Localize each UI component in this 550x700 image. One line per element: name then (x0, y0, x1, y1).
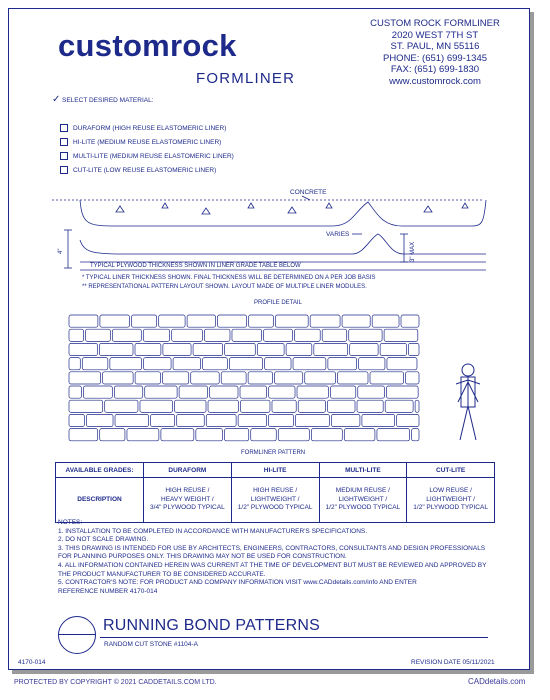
stone-block (69, 329, 84, 341)
formliner-pattern-caption: FORMLINER PATTERN (241, 450, 306, 456)
detail-bubble-icon (58, 616, 96, 654)
stone-block (327, 400, 355, 412)
checkbox-icon[interactable] (60, 152, 68, 160)
stone-block (305, 372, 336, 384)
material-option-label: MULTI-LITE (MEDIUM REUSE ELASTOMERIC LINER) (73, 152, 234, 160)
stone-block (69, 414, 84, 426)
stone-block (357, 400, 383, 412)
stone-block (232, 329, 262, 341)
stone-block (406, 372, 419, 384)
dimension-right-label: 3" MAX (410, 241, 416, 262)
stone-block (114, 386, 142, 398)
stone-block (191, 372, 220, 384)
checkbox-icon[interactable] (60, 138, 68, 146)
stone-block (275, 372, 303, 384)
grades-header: CUT-LITE (407, 463, 495, 478)
stone-block (328, 358, 357, 370)
plywood-note: TYPICAL PLYWOOD THICKNESS SHOWN IN LINER GRADE TABLE BELOW (90, 263, 301, 269)
stone-block (310, 315, 340, 327)
grades-header: HI-LITE (231, 463, 319, 478)
stone-block (384, 329, 418, 341)
grade-cell-hi-lite: HIGH REUSE / LIGHTWEIGHT / 1/2" PLYWOOD TYPICAL (231, 478, 319, 523)
stone-block (193, 343, 223, 355)
stone-block (370, 372, 404, 384)
note-line: 5. CONTRACTOR'S NOTE: FOR PRODUCT AND COMPANY INFORMATION VISIT www.CADdetails.com/info AND ENTER (58, 579, 417, 587)
stone-block (297, 386, 328, 398)
material-option-multi-lite[interactable] (60, 152, 234, 160)
stone-block (386, 386, 418, 398)
note-line: 2. DO NOT SCALE DRAWING. (58, 536, 149, 544)
company-name: CUSTOM ROCK FORMLINER (370, 18, 500, 29)
stone-block (338, 372, 368, 384)
stone-block (135, 372, 160, 384)
stone-block (415, 400, 419, 412)
drawing-subtitle: RANDOM CUT STONE #1104-A (104, 641, 198, 648)
stone-block (251, 429, 277, 441)
checkbox-icon[interactable] (60, 166, 68, 174)
stone-block (238, 414, 266, 426)
stone-block (132, 315, 157, 327)
stone-block (69, 429, 98, 441)
stone-block (69, 372, 101, 384)
stone-block (408, 343, 419, 355)
stone-block (208, 400, 238, 412)
company-address-1: 2020 WEST 7TH ST (391, 29, 479, 41)
stone-block (135, 343, 161, 355)
note-line: FOR PLANNING PURPOSES ONLY. THIS DRAWING MAY NOT BE USED FOR CONSTRUCTION. (58, 553, 347, 561)
stone-block (401, 315, 419, 327)
stone-block (103, 372, 134, 384)
note-line: 4. ALL INFORMATION CONTAINED HEREIN WAS CURRENT AT THE TIME OF DEVELOPMENT BUT MUST BE REVIEWED AND APPROVED BY (58, 561, 487, 569)
stone-block (69, 386, 81, 398)
stone-block (218, 315, 247, 327)
note-line: REFERENCE NUMBER 4170-014 (58, 587, 158, 595)
note-line: THE PRODUCT MANUFACTURER TO BE CONSIDERED ACCURATE. (58, 570, 266, 578)
dimension-left-label: 4" (58, 248, 64, 254)
stone-block (412, 429, 419, 441)
stone-block (248, 372, 272, 384)
drawing-reference: 4170-014 (18, 659, 46, 666)
human-scale-figure-icon (448, 362, 488, 442)
note-line: 3. THIS DRAWING IS INTENDED FOR USE BY ARCHITECTS, ENGINEERS, CONTRACTORS, CONSULTANTS AND DESIGN PROFESSIONALS (58, 544, 486, 552)
profile-detail-caption: PROFILE DETAIL (254, 300, 302, 306)
company-address-2: ST. PAUL, MN 55116 (390, 41, 480, 52)
grade-cell-multi-lite: MEDIUM REUSE / LIGHTWEIGHT / 1/2" PLYWOOD TYPICAL (319, 478, 407, 523)
stone-block (322, 329, 347, 341)
stone-block (257, 343, 284, 355)
stone-block (69, 358, 80, 370)
stone-block (349, 329, 382, 341)
stone-block (187, 315, 215, 327)
stone-block (100, 315, 130, 327)
stone-block (172, 329, 203, 341)
stone-block (115, 414, 149, 426)
stone-block (344, 429, 375, 441)
stone-block (331, 414, 360, 426)
stone-block (112, 329, 141, 341)
stone-block (278, 429, 309, 441)
stone-block (69, 400, 103, 412)
pattern-layout-note: ** REPRESENTATIONAL PATTERN LAYOUT SHOWN. LAYOUT MADE OF MULTIPLE LINER MODULES. (82, 284, 367, 290)
formliner-pattern-drawing (66, 310, 426, 444)
stone-block (387, 358, 417, 370)
stone-block (265, 358, 291, 370)
sheet-shadow-right (530, 12, 534, 672)
stone-block (204, 329, 230, 341)
copyright-notice: PROTECTED BY COPYRIGHT © 2021 CADDETAILS.COM LTD. (14, 679, 217, 686)
stone-block (145, 386, 177, 398)
material-title: SELECT DESIRED MATERIAL: (62, 97, 154, 104)
stone-block (69, 343, 97, 355)
stone-block (69, 315, 98, 327)
stone-block (275, 315, 308, 327)
stone-block (294, 329, 320, 341)
material-option-label: CUT-LITE (LOW REUSE ELASTOMERIC LINER) (73, 166, 217, 174)
stone-block (314, 343, 348, 355)
grade-cell-cut-lite: LOW REUSE / LIGHTWEIGHT / 1/2" PLYWOOD TYPICAL (407, 478, 495, 523)
concrete-profile-edge (80, 200, 486, 226)
stone-block (83, 386, 112, 398)
grades-header: DURAFORM (144, 463, 232, 478)
grades-header-row (56, 463, 495, 478)
caddetails-brand[interactable]: CADdetails.com (468, 677, 526, 686)
company-website[interactable]: www.customrock.com (389, 75, 481, 87)
stone-block (298, 400, 325, 412)
stone-block (82, 358, 108, 370)
stone-block (175, 400, 206, 412)
logo-subtitle: FORMLINER (196, 70, 296, 87)
stone-block (240, 400, 270, 412)
stone-block (249, 315, 274, 327)
stone-block (203, 358, 228, 370)
stone-block (350, 343, 378, 355)
detail-bubble-divider (58, 634, 96, 635)
varies-label: VARIES (326, 231, 350, 238)
stone-block (144, 358, 172, 370)
sheet-shadow-bottom (12, 670, 534, 674)
stone-block (311, 429, 342, 441)
notes-section (58, 519, 486, 596)
company-fax: FAX: (651) 699-1830 (390, 64, 480, 75)
stone-block (272, 400, 296, 412)
stone-block (362, 414, 395, 426)
title-underline (100, 637, 488, 638)
stone-block (264, 329, 293, 341)
stone-block (110, 358, 142, 370)
stone-block (196, 429, 223, 441)
stone-block (161, 429, 194, 441)
table-row (56, 478, 495, 523)
grades-table (55, 462, 495, 523)
stone-block (162, 372, 188, 384)
stone-block (86, 329, 111, 341)
stone-block (99, 343, 133, 355)
stone-block (86, 414, 113, 426)
material-option-hi-lite[interactable] (60, 138, 221, 146)
liner-thickness-note: * TYPICAL LINER THICKNESS SHOWN. FINAL THICKNESS WILL BE DETERMINED ON A PER JOB BASIS (82, 275, 376, 281)
stone-block (151, 414, 175, 426)
stone-block (385, 400, 413, 412)
stone-block (330, 386, 355, 398)
stone-block (269, 386, 295, 398)
stone-block (127, 429, 159, 441)
grade-cell-duraform: HIGH REUSE / HEAVY WEIGHT / 3/4" PLYWOOD TYPICAL (144, 478, 232, 523)
liner-surface (80, 234, 486, 254)
stone-block (163, 343, 191, 355)
concrete-label: CONCRETE (290, 189, 327, 196)
grades-header: AVAILABLE GRADES: (56, 463, 144, 478)
stone-block (100, 429, 125, 441)
logo-wordmark: customrock (58, 28, 237, 63)
grades-row-label: DESCRIPTION (56, 478, 144, 523)
stone-block (179, 386, 208, 398)
checkbox-icon[interactable] (60, 124, 68, 132)
stone-block (377, 429, 410, 441)
stone-block (293, 358, 326, 370)
material-option-duraform[interactable] (60, 124, 226, 132)
checkmark-icon: ✓ (52, 94, 61, 105)
stone-block (143, 329, 169, 341)
stone-block (105, 400, 138, 412)
stone-block (358, 386, 385, 398)
stone-block (224, 429, 248, 441)
stone-block (159, 315, 185, 327)
stone-block (210, 386, 238, 398)
revision-date: REVISION DATE 05/11/2021 (411, 659, 495, 666)
stone-block (173, 358, 201, 370)
stone-block (295, 414, 329, 426)
company-info (340, 18, 530, 87)
stone-block (229, 358, 262, 370)
stone-block (380, 343, 406, 355)
stone-block (177, 414, 205, 426)
material-option-cut-lite[interactable] (60, 166, 216, 174)
stone-block (206, 414, 236, 426)
stone-block (286, 343, 312, 355)
company-phone: PHONE: (651) 699-1345 (382, 52, 488, 64)
notes-title: NOTES: (58, 519, 83, 526)
stone-block (221, 372, 246, 384)
stone-block (397, 414, 419, 426)
stone-block (140, 400, 173, 412)
grades-header: MULTI-LITE (319, 463, 407, 478)
concrete-aggregate (116, 203, 468, 214)
material-option-label: DURAFORM (HIGH REUSE ELASTOMERIC LINER) (73, 124, 227, 132)
stone-block (372, 315, 399, 327)
stone-block (342, 315, 370, 327)
drawing-title: RUNNING BOND PATTERNS (103, 617, 320, 634)
stone-block (225, 343, 256, 355)
note-line: 1. INSTALLATION TO BE COMPLETED IN ACCORDANCE WITH MANUFACTURER'S SPECIFICATIONS. (58, 527, 368, 535)
material-option-label: HI-LITE (MEDIUM REUSE ELASTOMERIC LINER) (73, 138, 222, 146)
stone-block (269, 414, 294, 426)
stone-block (240, 386, 267, 398)
stone-block (359, 358, 385, 370)
